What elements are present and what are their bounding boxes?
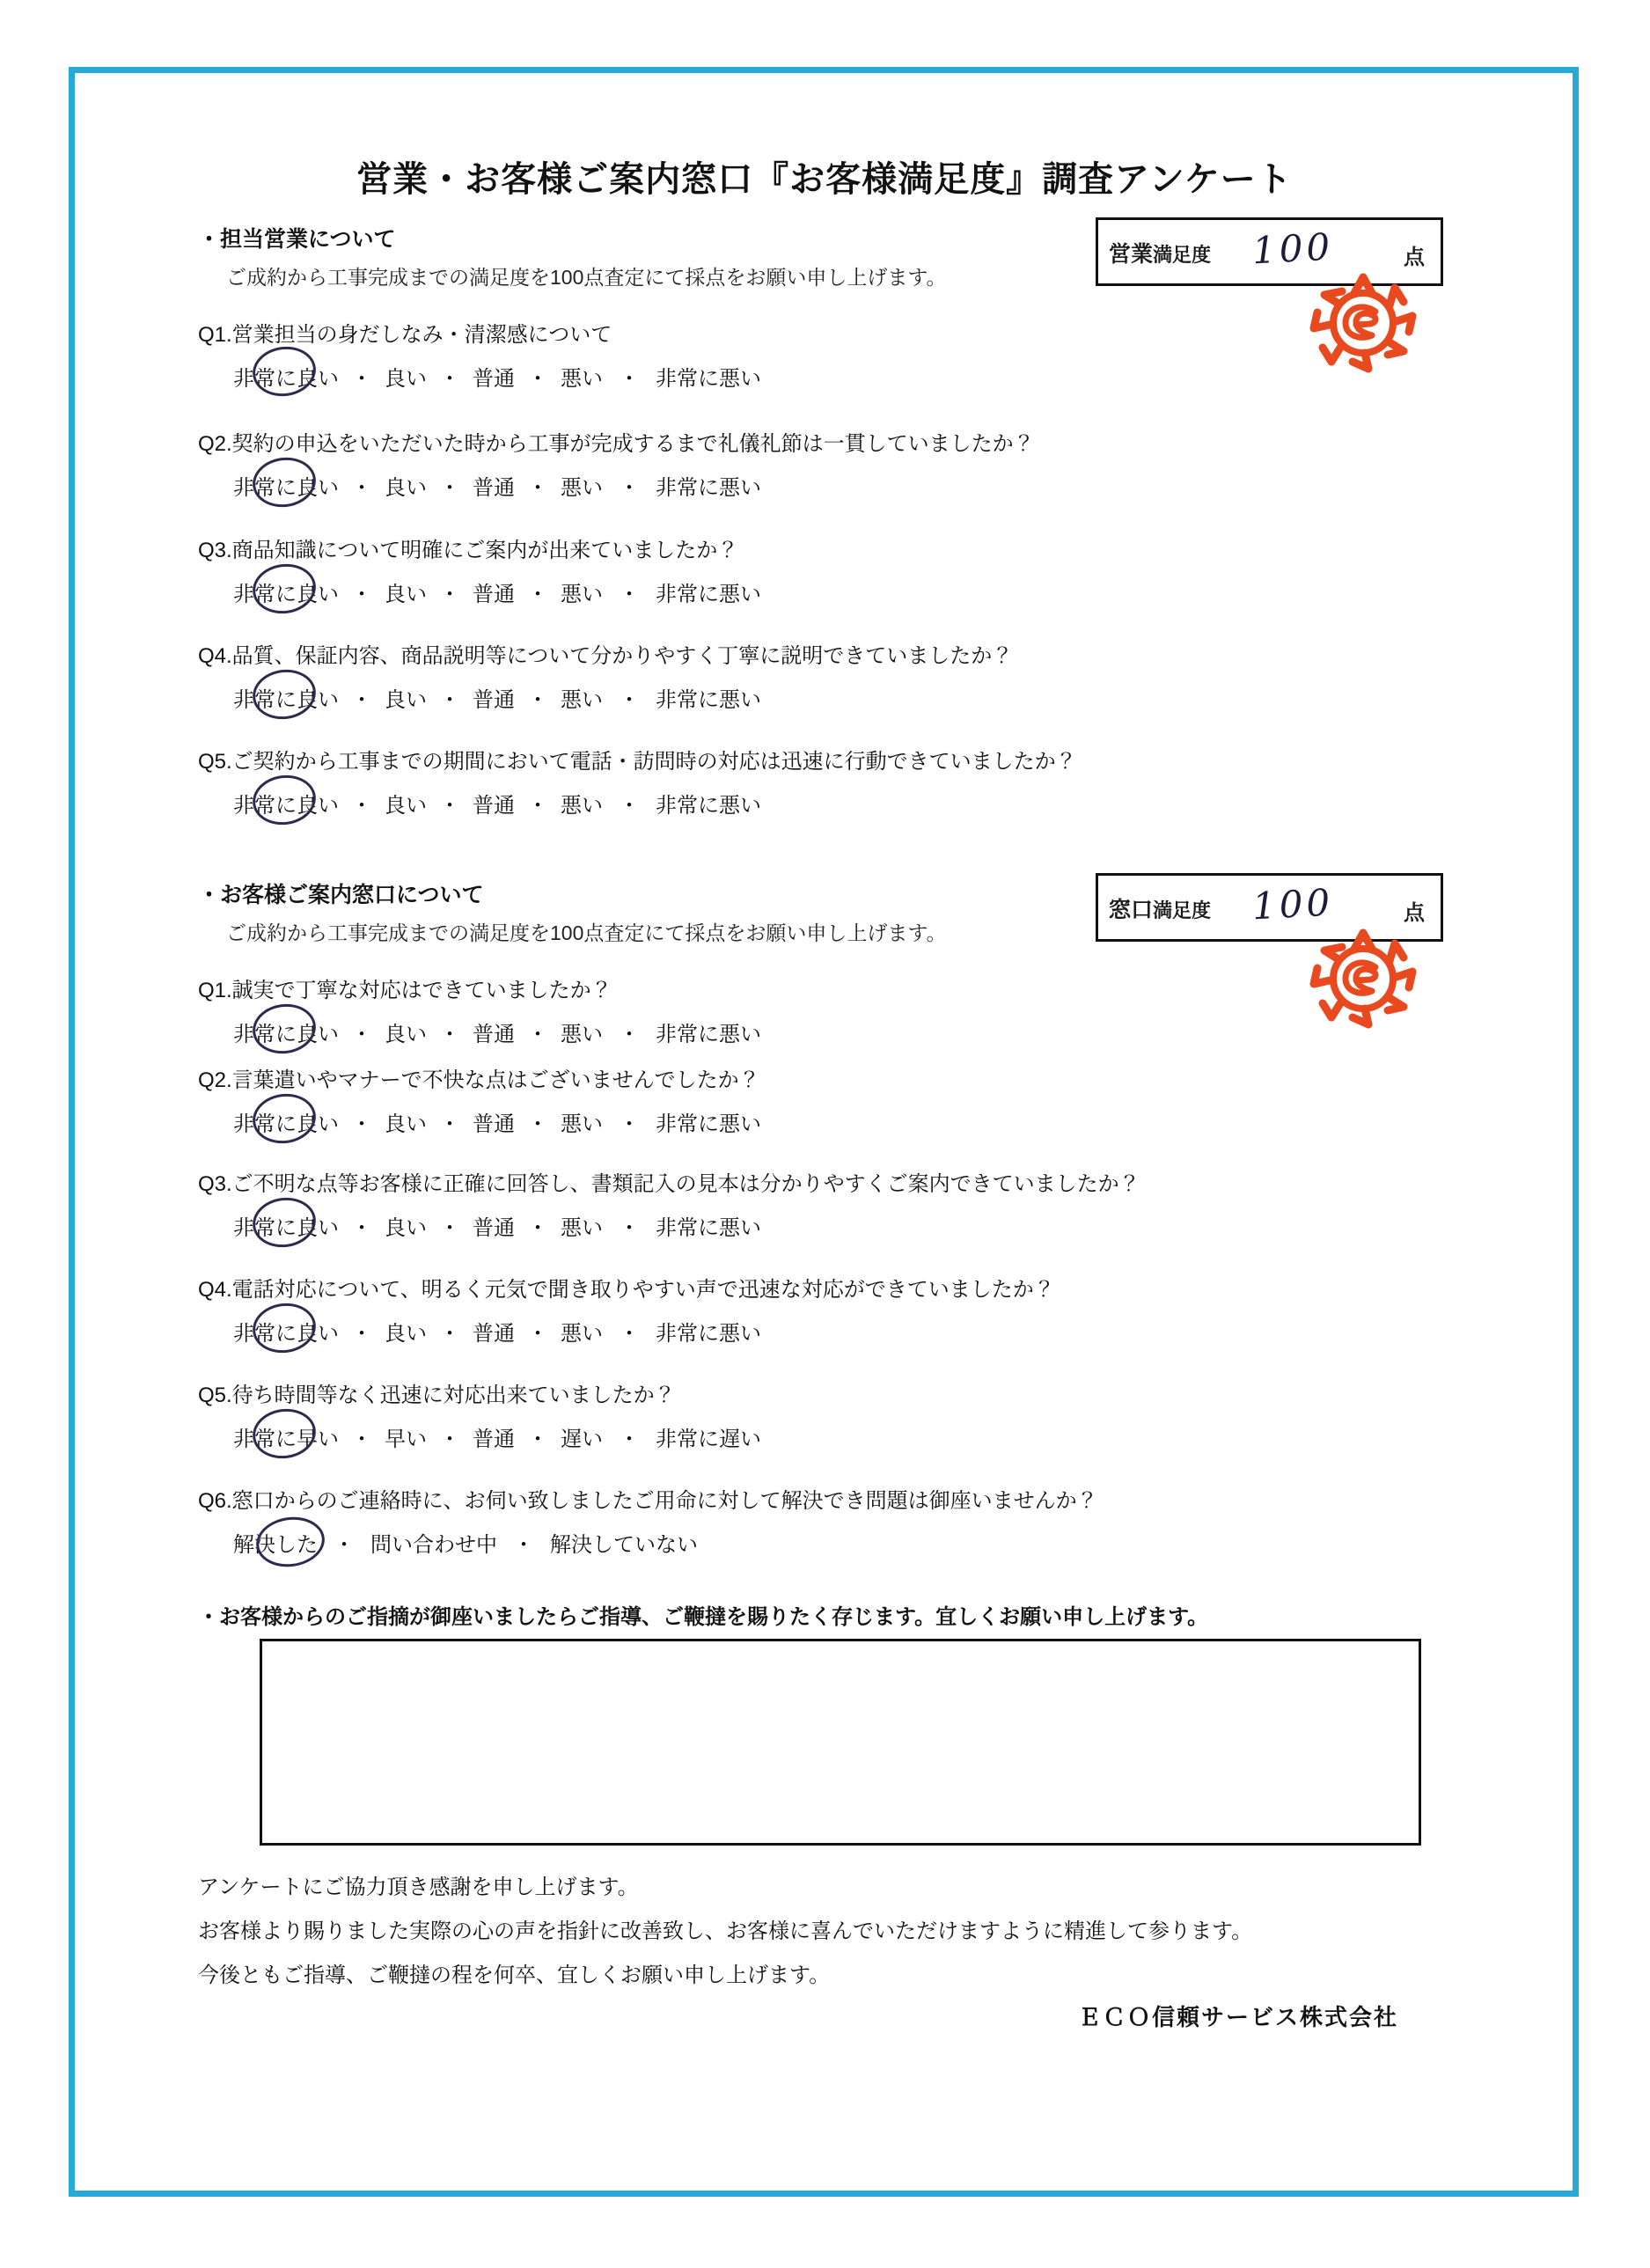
question-text: Q6.窓口からのご連絡時に、お伺い致しましたご用命に対して解決でき問題は御座いませんか？ — [198, 1489, 1098, 1513]
option-item[interactable]: 普通 — [473, 1023, 515, 1046]
option-item[interactable]: 非常に悪い — [656, 794, 761, 818]
option-item[interactable]: 良い — [385, 1216, 427, 1240]
question-text: Q1.営業担当の身だしなみ・清潔感について — [198, 323, 612, 347]
option-item[interactable]: 非常に早い — [233, 1428, 339, 1451]
option-row[interactable]: 解決した ・ 問い合わせ中 ・ 解決していない — [233, 1527, 698, 1558]
option-item[interactable]: 悪い — [561, 476, 603, 500]
footer-line: お客様より賜りました実際の心の声を指針に改善致し、お客様に喜んでいただけますように精進して参ります。 — [198, 1919, 1253, 1943]
footer-line: 今後ともご指導、ご鞭撻の程を何卒、宜しくお願い申し上げます。 — [198, 1963, 831, 1987]
option-item[interactable]: 悪い — [561, 367, 603, 391]
option-item[interactable]: 非常に悪い — [656, 1112, 761, 1136]
question-text: Q3.ご不明な点等お客様に正確に回答し、書類記入の見本は分かりやすくご案内できていましたか？ — [198, 1172, 1140, 1196]
option-item[interactable]: 非常に良い — [233, 1112, 339, 1136]
footer-line: アンケートにご協力頂き感謝を申し上げます。 — [198, 1875, 639, 1899]
option-item[interactable]: 良い — [385, 583, 427, 606]
option-item[interactable]: 非常に悪い — [656, 367, 761, 391]
option-item[interactable]: 良い — [385, 367, 427, 391]
option-row[interactable]: 非常に良い ・ 良い ・ 普通 ・ 悪い ・ 非常に悪い — [233, 361, 761, 392]
option-item[interactable]: 良い — [385, 688, 427, 712]
option-item[interactable]: 非常に良い — [233, 367, 339, 391]
option-row[interactable]: 非常に良い ・ 良い ・ 普通 ・ 悪い ・ 非常に悪い — [233, 1316, 761, 1347]
question-text: Q1.誠実で丁寧な対応はできていましたか？ — [198, 979, 612, 1002]
section-heading-sales: ・担当営業について — [198, 227, 396, 252]
option-item[interactable]: 非常に悪い — [656, 476, 761, 500]
option-item[interactable]: 普通 — [473, 688, 515, 712]
option-item[interactable]: 悪い — [561, 1023, 603, 1046]
question-text: Q2.言葉遣いやマナーで不快な点はございませんでしたか？ — [198, 1068, 760, 1092]
option-item[interactable]: 悪い — [561, 1216, 603, 1240]
option-item[interactable]: 問い合わせ中 — [370, 1533, 497, 1557]
option-item[interactable]: 悪い — [561, 1322, 603, 1346]
section-sub-counter: ご成約から工事完成までの満足度を100点査定にて採点をお願い申し上げます。 — [226, 921, 947, 944]
option-item[interactable]: 良い — [385, 476, 427, 500]
option-item[interactable]: 悪い — [561, 1112, 603, 1136]
option-item[interactable]: 悪い — [561, 583, 603, 606]
option-item[interactable]: 悪い — [561, 688, 603, 712]
approval-stamp-sales — [1307, 270, 1419, 374]
option-item[interactable]: 非常に悪い — [656, 688, 761, 712]
company-name: ＥＣＯ信頼サービス株式会社 — [1078, 2004, 1399, 2030]
option-item[interactable]: 非常に悪い — [656, 583, 761, 606]
option-item[interactable]: 普通 — [473, 1428, 515, 1451]
option-item[interactable]: 非常に良い — [233, 688, 339, 712]
score-value-counter: 100 — [1250, 880, 1335, 928]
survey-sheet — [84, 81, 1566, 2183]
option-item[interactable]: 良い — [385, 794, 427, 818]
score-unit-counter: 点 — [1404, 901, 1425, 925]
approval-stamp-counter — [1307, 926, 1419, 1030]
option-item[interactable]: 非常に悪い — [656, 1023, 761, 1046]
question-text: Q5.待ち時間等なく迅速に対応出来ていましたか？ — [198, 1384, 676, 1407]
option-item[interactable]: 非常に良い — [233, 1322, 339, 1346]
question-text: Q4.電話対応について、明るく元気で聞き取りやすい声で迅速な対応ができていましたか？ — [198, 1278, 1055, 1302]
option-row[interactable]: 非常に良い ・ 良い ・ 普通 ・ 悪い ・ 非常に悪い — [233, 1017, 761, 1047]
score-label-sales: 営業満足度 — [1109, 242, 1212, 267]
option-item[interactable]: 良い — [385, 1112, 427, 1136]
page-title: 営業・お客様ご案内窓口『お客様満足度』調査アンケート — [356, 160, 1293, 199]
option-item[interactable]: 早い — [385, 1428, 427, 1451]
option-item[interactable]: 普通 — [473, 476, 515, 500]
question-text: Q4.品質、保証内容、商品説明等について分かりやすく丁寧に説明できていましたか？ — [198, 644, 1014, 668]
option-row[interactable]: 非常に良い ・ 良い ・ 普通 ・ 悪い ・ 非常に悪い — [233, 470, 761, 501]
option-item[interactable]: 普通 — [473, 1112, 515, 1136]
score-label-counter: 窓口満足度 — [1109, 898, 1212, 922]
section-heading-counter: ・お客様ご案内窓口について — [198, 883, 484, 907]
option-item[interactable]: 非常に遅い — [656, 1428, 761, 1451]
option-item[interactable]: 解決した — [233, 1533, 318, 1557]
option-item[interactable]: 非常に良い — [233, 583, 339, 606]
option-item[interactable]: 遅い — [561, 1428, 603, 1451]
section-sub-sales: ご成約から工事完成までの満足度を100点査定にて採点をお願い申し上げます。 — [226, 266, 947, 289]
comment-box[interactable] — [260, 1639, 1421, 1846]
option-row[interactable]: 非常に良い ・ 良い ・ 普通 ・ 悪い ・ 非常に悪い — [233, 788, 761, 818]
question-text: Q3.商品知識について明確にご案内が出来ていましたか？ — [198, 539, 739, 562]
option-item[interactable]: 非常に悪い — [656, 1322, 761, 1346]
option-item[interactable]: 普通 — [473, 1216, 515, 1240]
comment-label: ・お客様からのご指摘が御座いましたらご指導、ご鞭撻を賜りたく存じます。宜しくお願い申し上げます。 — [198, 1605, 1209, 1629]
question-text: Q5.ご契約から工事までの期間において電話・訪問時の対応は迅速に行動できていましたか？ — [198, 750, 1077, 774]
option-item[interactable]: 普通 — [473, 794, 515, 818]
option-item[interactable]: 悪い — [561, 794, 603, 818]
score-unit-sales: 点 — [1404, 246, 1425, 269]
option-item[interactable]: 非常に良い — [233, 1216, 339, 1240]
option-item[interactable]: 普通 — [473, 583, 515, 606]
option-item[interactable]: 普通 — [473, 1322, 515, 1346]
option-item[interactable]: 解決していない — [550, 1533, 698, 1557]
option-row[interactable]: 非常に良い ・ 良い ・ 普通 ・ 悪い ・ 非常に悪い — [233, 576, 761, 607]
option-item[interactable]: 非常に良い — [233, 1023, 339, 1046]
option-row[interactable]: 非常に良い ・ 良い ・ 普通 ・ 悪い ・ 非常に悪い — [233, 1210, 761, 1241]
option-item[interactable]: 非常に良い — [233, 794, 339, 818]
score-value-sales: 100 — [1250, 224, 1335, 273]
option-item[interactable]: 良い — [385, 1322, 427, 1346]
option-row[interactable]: 非常に早い ・ 早い ・ 普通 ・ 遅い ・ 非常に遅い — [233, 1421, 761, 1452]
option-row[interactable]: 非常に良い ・ 良い ・ 普通 ・ 悪い ・ 非常に悪い — [233, 682, 761, 713]
option-item[interactable]: 普通 — [473, 367, 515, 391]
option-item[interactable]: 非常に悪い — [656, 1216, 761, 1240]
option-item[interactable]: 非常に良い — [233, 476, 339, 500]
option-item[interactable]: 良い — [385, 1023, 427, 1046]
option-row[interactable]: 非常に良い ・ 良い ・ 普通 ・ 悪い ・ 非常に悪い — [233, 1106, 761, 1137]
question-text: Q2.契約の申込をいただいた時から工事が完成するまで礼儀礼節は一貫していましたか？ — [198, 432, 1035, 456]
